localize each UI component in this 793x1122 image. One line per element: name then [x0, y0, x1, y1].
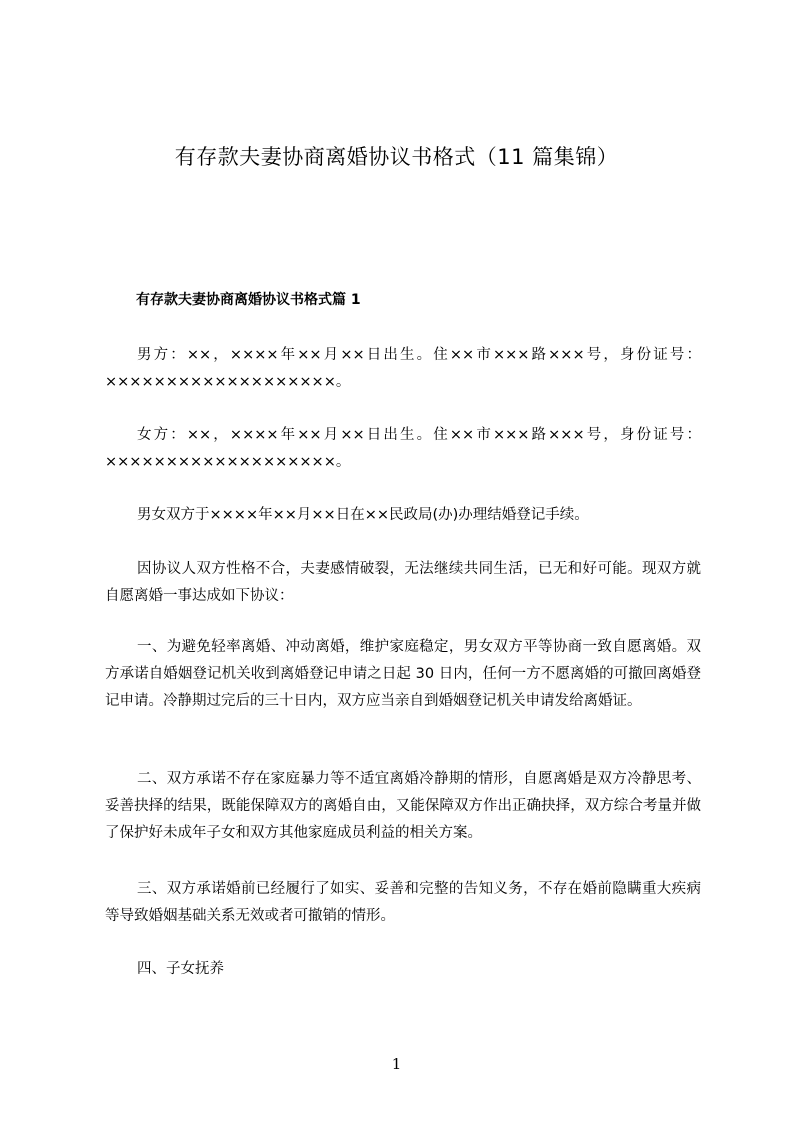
- paragraph-male-party: 男方：××，××××年××月××日出生。住××市×××路×××号，身份证号：×××××××××××××××××××。: [105, 347, 701, 390]
- paragraph-female-party: 女方：××，××××年××月××日出生。住××市×××路×××号，身份证号：×××××××××××××××××××。: [105, 427, 701, 470]
- paragraph-clause-2: 二、双方承诺不存在家庭暴力等不适宜离婚冷静期的情形，自愿离婚是双方冷静思考、妥善抉择的结果，既能保障双方的离婚自由，又能保障双方作出正确抉择，双方综合考量并做了保护好未成年子女和双方其他家庭成员利益的相关方案。: [105, 771, 701, 841]
- page-number: 1: [391, 1055, 402, 1073]
- section-heading: 有存款夫妻协商离婚协议书格式篇 1: [136, 292, 361, 308]
- paragraph-reason: 因协议人双方性格不合，夫妻感情破裂，无法继续共同生活，已无和好可能。现双方就自愿离婚一事达成如下协议：: [105, 561, 701, 604]
- paragraph-clause-1: 一、为避免轻率离婚、冲动离婚，维护家庭稳定，男女双方平等协商一致自愿离婚。双方承诺自婚姻登记机关收到离婚登记申请之日起 30 日内，任何一方不愿离婚的可撤回离婚登记申请。冷静期过完后的三十日内，双方应当亲自到婚姻登记机关申请发给离婚证。: [105, 639, 701, 709]
- paragraph-clause-4-heading: 四、子女抚养: [137, 961, 224, 977]
- paragraph-clause-3: 三、双方承诺婚前已经履行了如实、妥善和完整的告知义务，不存在婚前隐瞒重大疾病等导致婚姻基础关系无效或者可撤销的情形。: [105, 881, 701, 924]
- paragraph-marriage-registration: 男女双方于××××年××月××日在××民政局(办)办理结婚登记手续。: [137, 507, 589, 523]
- document-title: 有存款夫妻协商离婚协议书格式（11 篇集锦）: [174, 145, 619, 169]
